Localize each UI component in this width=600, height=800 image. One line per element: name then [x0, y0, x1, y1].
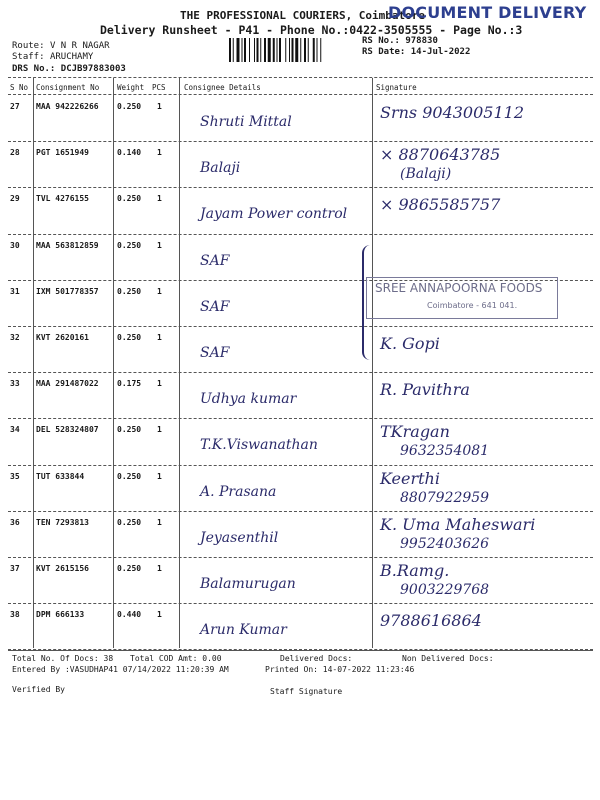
serial-number: 30: [10, 240, 20, 250]
serial-number: 33: [10, 379, 20, 389]
barcode-bar: [273, 38, 275, 62]
barcode-bar: [237, 38, 240, 62]
consignee-name: Balamurugan: [200, 576, 296, 592]
table-row: [0, 605, 600, 651]
signature-line-2: 9003229768: [400, 582, 490, 598]
table-row: [0, 236, 600, 282]
col-header-consignment: Consignment No: [36, 83, 100, 92]
row-divider: [8, 557, 593, 558]
company-rubber-stamp: [366, 277, 558, 319]
barcode-bar: [257, 38, 259, 62]
signature: Keerthi: [380, 468, 440, 488]
barcode-bar: [313, 38, 315, 62]
weight: 0.140: [117, 148, 142, 158]
table-row: [0, 143, 600, 189]
row-divider: [8, 511, 593, 512]
rs-number: RS No.: 978830: [362, 36, 438, 46]
table-row: [0, 328, 600, 374]
signature-line-2: 8807922959: [400, 489, 490, 506]
serial-number: 37: [10, 564, 20, 573]
barcode-bar: [304, 38, 306, 62]
barcode-bar: [254, 38, 255, 62]
barcode-bar: [292, 38, 294, 62]
row-divider: [8, 465, 593, 466]
consignment-number: DPM 666133: [36, 610, 85, 620]
weight: 0.250: [117, 471, 142, 481]
pcs: 1: [157, 286, 162, 296]
table-row: [0, 374, 600, 420]
pcs: 1: [157, 564, 162, 573]
weight: 0.250: [117, 286, 142, 296]
drs-value: DCJB97883003: [60, 64, 126, 74]
consignee-name: Shruti Mittal: [200, 114, 292, 130]
consignee-name: SAF: [200, 252, 230, 269]
row-divider: [8, 603, 593, 604]
serial-number: 34: [10, 425, 20, 435]
consignment-number: MAA 291487022: [36, 379, 99, 389]
weight: 0.250: [117, 425, 142, 435]
consignment-number: TVL 4276155: [36, 194, 89, 204]
barcode-bar: [289, 38, 290, 62]
row-divider: [8, 141, 593, 142]
route-value: V N R NAGAR: [49, 41, 110, 51]
non-delivered-docs: Non Delivered Docs:: [402, 654, 494, 663]
staff-line: [12, 52, 93, 62]
company-name: THE PROFESSIONAL COURIERS, Coimbatore: [180, 9, 426, 22]
signature: Srns 9043005112: [380, 103, 525, 122]
consignee-name: Arun Kumar: [200, 622, 287, 639]
pcs: 1: [157, 148, 162, 158]
col-header-sno: S No: [10, 83, 29, 92]
signature-line-2: 9952403626: [400, 535, 490, 552]
consignee-name: Udhya kumar: [200, 391, 297, 408]
serial-number: 32: [10, 333, 20, 342]
entered-by: Entered By :VASUDHAP41 07/14/2022 11:20:39 AM: [12, 665, 229, 674]
pcs: 1: [157, 471, 162, 481]
barcode-image: [229, 38, 349, 62]
pcs: 1: [157, 425, 162, 435]
row-divider: [8, 187, 593, 188]
weight: 0.250: [117, 333, 142, 342]
serial-number: 35: [10, 471, 20, 481]
barcode-bar: [295, 38, 298, 62]
consignee-name: Jeyasenthil: [200, 529, 279, 546]
consignment-number: PGT 1651949: [36, 148, 89, 158]
barcode-bar: [300, 38, 301, 62]
runsheet-title: Delivery Runsheet - P41 - Phone No.:0422-3505555 - Page No.:3: [100, 23, 523, 37]
table-row: [0, 467, 600, 513]
serial-number: 27: [10, 102, 20, 111]
barcode-bar: [320, 38, 321, 62]
barcode-bar: [229, 38, 231, 62]
serial-number: 29: [10, 194, 20, 204]
serial-number: 36: [10, 517, 20, 527]
route-line: [12, 41, 110, 51]
weight: 0.250: [117, 194, 142, 204]
consignee-name: SAF: [200, 345, 230, 361]
consignment-number: TEN 7293813: [36, 517, 89, 527]
barcode-bar: [264, 38, 266, 62]
serial-number: 28: [10, 148, 20, 158]
col-header-signature: Signature: [376, 83, 417, 92]
consignment-number: KVT 2620161: [36, 333, 89, 342]
col-header-weight: Weight: [117, 83, 145, 92]
consignee-name: Balaji: [200, 160, 241, 177]
total-cod: Total COD Amt: 0.00: [130, 654, 222, 663]
document-delivery-stamp: DOCUMENT DELIVERY: [388, 3, 587, 22]
barcode-bar: [260, 38, 261, 62]
rs-date: RS Date: 14-Jul-2022: [362, 47, 471, 57]
weight: 0.250: [117, 102, 142, 111]
consignee-name: Jayam Power control: [200, 206, 348, 223]
barcode-bar: [279, 38, 281, 62]
barcode-bar: [249, 38, 250, 62]
pcs: 1: [157, 517, 162, 527]
table-row: [0, 189, 600, 235]
footer-divider: [8, 650, 593, 651]
signature: × 9865585757: [380, 195, 501, 215]
signature: K. Gopi: [380, 334, 440, 353]
signature-line-2: 9632354081: [400, 443, 490, 460]
staff-value: ARUCHAMY: [49, 52, 94, 62]
pcs: 1: [157, 240, 162, 250]
staff-signature: Staff Signature: [270, 687, 343, 696]
route-label: Route:: [12, 41, 45, 51]
row-divider: [8, 372, 593, 373]
verified-by: Verified By: [12, 685, 65, 694]
barcode-bar: [244, 38, 246, 62]
barcode-bar: [317, 38, 318, 62]
total-docs: Total No. Of Docs: 38: [12, 654, 114, 663]
pcs: 1: [157, 333, 162, 342]
table-row: [0, 559, 600, 605]
weight: 0.440: [117, 610, 142, 620]
consignment-number: TUT 633844: [36, 471, 85, 481]
consignee-name: T.K.Viswanathan: [200, 437, 318, 454]
signature: B.Ramg.: [380, 561, 450, 580]
header-divider-bottom: [8, 94, 593, 95]
barcode-bar: [277, 38, 278, 62]
signature: TKragan: [380, 422, 450, 442]
consignee-name: A. Prasana: [200, 483, 277, 500]
col-header-pcs: PCS: [152, 83, 166, 92]
barcode-bar: [308, 38, 309, 62]
row-divider: [8, 326, 593, 327]
barcode-bar: [285, 38, 286, 62]
row-divider: [8, 418, 593, 419]
signature: K. Uma Maheswari: [380, 514, 536, 534]
drs-label: DRS No.:: [12, 64, 56, 74]
signature: × 8870643785: [380, 145, 501, 165]
col-header-consignee: Consignee Details: [184, 83, 261, 92]
barcode-bar: [233, 38, 234, 62]
pcs: 1: [157, 379, 162, 389]
table-row: [0, 513, 600, 559]
serial-number: 38: [10, 610, 20, 620]
table-row: [0, 420, 600, 466]
weight: 0.250: [117, 564, 142, 573]
consignment-number: DEL 528324807: [36, 425, 99, 435]
consignee-name: SAF: [200, 298, 230, 315]
drs-line: [12, 64, 126, 74]
signature-line-2: (Balaji): [400, 166, 452, 183]
consignment-number: KVT 2615156: [36, 564, 89, 573]
weight: 0.175: [117, 379, 142, 389]
stamp-line-2: Coimbatore - 641 041.: [427, 301, 518, 310]
delivered-docs: Delivered Docs:: [280, 654, 353, 663]
consignment-number: MAA 942226266: [36, 102, 99, 111]
consignment-number: IXM 501778357: [36, 286, 99, 296]
barcode-bar: [242, 38, 243, 62]
pcs: 1: [157, 194, 162, 204]
pcs: 1: [157, 610, 162, 620]
barcode-bar: [268, 38, 271, 62]
header-divider-top: [8, 77, 593, 78]
staff-label: Staff:: [12, 52, 45, 62]
weight: 0.250: [117, 517, 142, 527]
table-row: [0, 97, 600, 143]
signature: R. Pavithra: [380, 380, 470, 400]
weight: 0.250: [117, 240, 142, 250]
row-divider: [8, 234, 593, 235]
pcs: 1: [157, 102, 162, 111]
signature: 9788616864: [380, 611, 482, 631]
consignment-number: MAA 563812859: [36, 240, 99, 250]
printed-on: Printed On: 14-07-2022 11:23:46: [265, 665, 415, 674]
stamp-line-1: SREE ANNAPOORNA FOODS: [375, 281, 543, 295]
serial-number: 31: [10, 286, 20, 296]
